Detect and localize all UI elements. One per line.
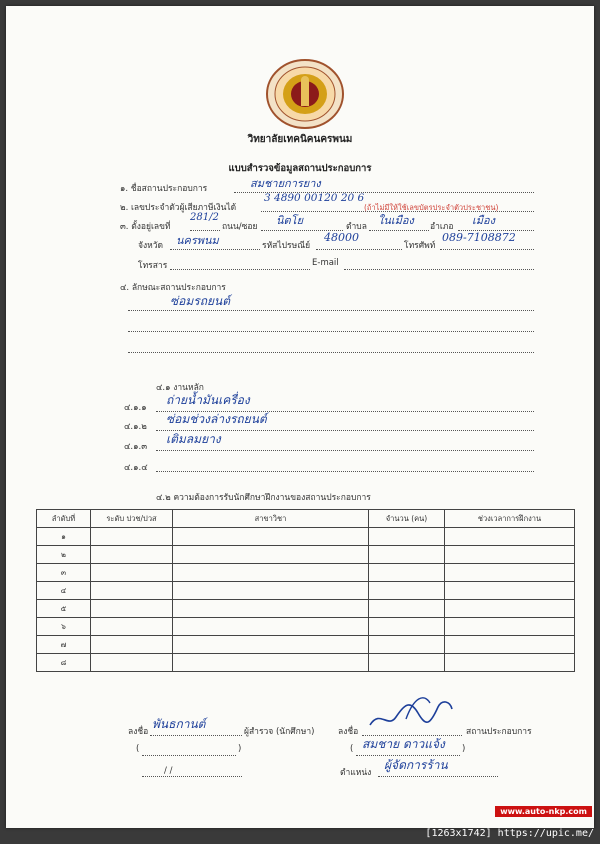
- surveyor-date: / /: [164, 766, 173, 776]
- image-info-watermark: [1263x1742] https://upic.me/: [425, 828, 594, 839]
- email-line: [344, 269, 534, 270]
- table-cell: [91, 654, 173, 672]
- row-number: ๖: [37, 618, 91, 636]
- work-item-number: ๔.๑.๒: [124, 422, 147, 432]
- site-watermark: www.auto-nkp.com: [495, 806, 592, 817]
- college-name: วิทยาลัยเทคนิคนครพนม: [247, 134, 353, 145]
- table-cell: [369, 582, 445, 600]
- district-value: เมือง: [472, 214, 495, 227]
- tax-id-label: ๒. เลขประจำตัวผู้เสียภาษีเงินได้: [120, 203, 237, 213]
- training-table: [36, 509, 575, 672]
- owner-name: สมชาย ดาวแจ้ง: [362, 737, 445, 751]
- work-item-value: เติมลมยาง: [166, 432, 221, 446]
- subdistrict-line: [369, 230, 429, 231]
- owner-open-paren: (: [350, 744, 354, 754]
- work-item-number: ๔.๑.๔: [124, 463, 148, 473]
- table-row: [37, 546, 575, 564]
- table-row: [37, 528, 575, 546]
- table-cell: [445, 654, 575, 672]
- position-value: ผู้จัดการร้าน: [384, 758, 448, 772]
- column-header: สาขาวิชา: [173, 510, 369, 528]
- table-cell: [91, 618, 173, 636]
- table-cell: [369, 654, 445, 672]
- college-seal-icon: [264, 58, 346, 130]
- establishment-type-label: ๔. ลักษณะสถานประกอบการ: [120, 283, 226, 293]
- email-label: E-mail: [312, 258, 339, 268]
- work-item-number: ๔.๑.๓: [124, 442, 148, 452]
- phone-value: 089-7108872: [442, 231, 516, 244]
- work-item-line: [156, 450, 534, 451]
- table-cell: [91, 564, 173, 582]
- row-number: ๕: [37, 600, 91, 618]
- fax-line: [170, 269, 310, 270]
- surveyor-close-paren: ): [238, 744, 242, 754]
- establishment-type-line-3: [128, 352, 534, 353]
- table-cell: [445, 636, 575, 654]
- table-cell: [91, 546, 173, 564]
- table-header-row: [37, 510, 575, 528]
- table-cell: [445, 528, 575, 546]
- row-number: ๘: [37, 654, 91, 672]
- table-cell: [173, 528, 369, 546]
- row-number: ๔: [37, 582, 91, 600]
- phone-label: โทรศัพท์: [404, 241, 436, 251]
- table-cell: [369, 564, 445, 582]
- table-row: [37, 564, 575, 582]
- table-cell: [173, 636, 369, 654]
- work-item-value: ถ่ายน้ำมันเครื่อง: [166, 393, 250, 407]
- surveyor-sign-line: [150, 735, 242, 736]
- province-value: นครพนม: [176, 234, 219, 247]
- road-label: ถนน/ซอย: [222, 222, 258, 232]
- table-cell: [91, 528, 173, 546]
- table-cell: [173, 546, 369, 564]
- work-item-value: ซ่อมช่วงล่างรถยนต์: [166, 412, 267, 426]
- position-label: ตำแหน่ง: [340, 768, 372, 778]
- surveyor-date-line: [142, 776, 242, 777]
- table-cell: [445, 546, 575, 564]
- table-cell: [445, 618, 575, 636]
- table-row: [37, 618, 575, 636]
- column-header: ลำดับที่: [37, 510, 91, 528]
- table-cell: [91, 636, 173, 654]
- province-line: [170, 249, 260, 250]
- establishment-name-label: ๑. ชื่อสถานประกอบการ: [120, 184, 208, 194]
- fax-label: โทรสาร: [138, 261, 168, 271]
- subdistrict-value: ในเมือง: [378, 214, 414, 227]
- address-number-value: 281/2: [190, 212, 219, 223]
- table-cell: [369, 528, 445, 546]
- postcode-label: รหัสไปรษณีย์: [262, 241, 311, 251]
- table-row: [37, 600, 575, 618]
- work-item-number: ๔.๑.๑: [124, 403, 147, 413]
- table-row: [37, 582, 575, 600]
- table-cell: [173, 582, 369, 600]
- table-cell: [445, 564, 575, 582]
- table-cell: [369, 618, 445, 636]
- work-item-line: [156, 471, 534, 472]
- table-cell: [369, 600, 445, 618]
- surveyor-role: ผู้สำรวจ (นักศึกษา): [244, 727, 315, 737]
- district-label: อำเภอ: [430, 222, 454, 232]
- establishment-sign-label: ลงชื่อ: [338, 727, 359, 737]
- establishment-name-value: สมชายการยาง: [250, 177, 321, 190]
- table-cell: [369, 636, 445, 654]
- establishment-type-value: ซ่อมรถยนต์: [170, 294, 230, 308]
- tax-id-value: 3 4890 00120 20 6: [264, 192, 365, 204]
- establishment-role: สถานประกอบการ: [466, 727, 532, 737]
- table-cell: [445, 600, 575, 618]
- postcode-line: [316, 249, 402, 250]
- table-cell: [445, 582, 575, 600]
- table-cell: [369, 546, 445, 564]
- surveyor-signature: พันธกานต์: [152, 717, 206, 731]
- subdistrict-label: ตำบล: [346, 222, 367, 232]
- column-header: ช่วงเวลาการฝึกงาน: [445, 510, 575, 528]
- table-row: [37, 636, 575, 654]
- training-heading: ๔.๒ ความต้องการรับนักศึกษาฝึกงานของสถานประกอบการ: [156, 493, 371, 503]
- main-work-heading: ๔.๑ งานหลัก: [156, 383, 204, 393]
- phone-line: [440, 249, 534, 250]
- table-cell: [173, 654, 369, 672]
- establishment-signature-icon: [366, 689, 456, 733]
- surveyor-sign-label: ลงชื่อ: [128, 727, 149, 737]
- surveyor-open-paren: (: [136, 744, 140, 754]
- table-cell: [173, 600, 369, 618]
- table-cell: [91, 582, 173, 600]
- row-number: ๑: [37, 528, 91, 546]
- row-number: ๗: [37, 636, 91, 654]
- establishment-type-line-2: [128, 331, 534, 332]
- table-row: [37, 654, 575, 672]
- column-header: จำนวน (คน): [369, 510, 445, 528]
- road-value: นิตโย: [276, 214, 304, 227]
- address-number-label: ๓. ตั้งอยู่เลขที่: [120, 222, 171, 232]
- postcode-value: 48000: [324, 231, 359, 244]
- surveyor-name-line: [142, 755, 236, 756]
- column-header: ระดับ ปวช/ปวส: [91, 510, 173, 528]
- document-page: [6, 6, 594, 828]
- owner-close-paren: ): [462, 744, 466, 754]
- province-label: จังหวัด: [138, 241, 164, 251]
- tax-id-note: (ถ้าไม่มีให้ใช้เลขบัตรประจำตัวประชาชน): [364, 203, 499, 212]
- table-cell: [91, 600, 173, 618]
- row-number: ๓: [37, 564, 91, 582]
- position-line: [378, 776, 498, 777]
- table-cell: [173, 618, 369, 636]
- form-title: แบบสำรวจข้อมูลสถานประกอบการ: [228, 163, 372, 174]
- row-number: ๒: [37, 546, 91, 564]
- table-cell: [173, 564, 369, 582]
